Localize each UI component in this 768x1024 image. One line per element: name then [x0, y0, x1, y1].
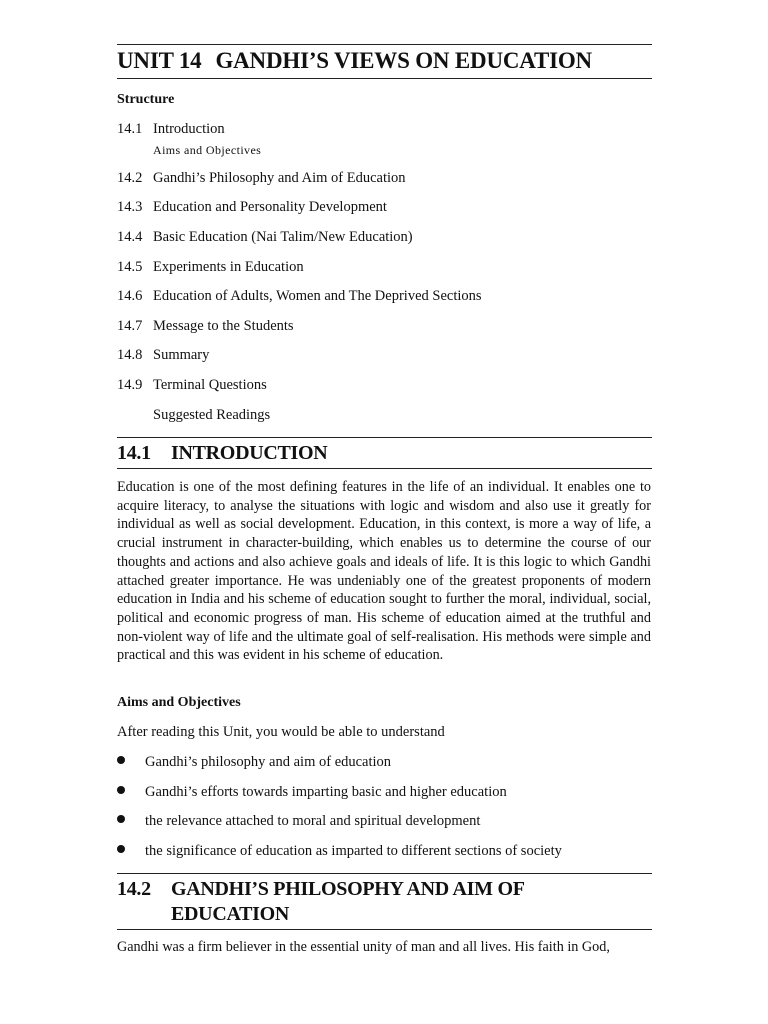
toc-number: 14.8: [117, 347, 143, 363]
toc-item: [117, 407, 270, 424]
section-heading-introduction: [117, 441, 327, 466]
toc-item: [117, 121, 225, 138]
section-rule: [117, 873, 652, 874]
toc-item: [117, 288, 482, 305]
toc-item: [117, 347, 209, 364]
bullet-icon: [117, 815, 125, 823]
toc-label: Message to the Students: [153, 318, 294, 334]
toc-item: [117, 199, 387, 216]
toc-number: 14.3: [117, 199, 143, 215]
toc-number: 14.2: [117, 170, 143, 186]
philosophy-paragraph: Gandhi was a firm believer in the essential unity of man and all lives. His faith in God,: [117, 939, 610, 955]
unit-number: UNIT 14: [117, 48, 202, 73]
section-title-continued: EDUCATION: [171, 903, 290, 925]
section-title: INTRODUCTION: [171, 442, 328, 464]
list-item: [117, 813, 480, 830]
bullet-icon: [117, 756, 125, 764]
introduction-paragraph: Education is one of the most defining features in the life of an individual. It enables one to acquire literacy, to analyse the situations with logic and wisdom and also use it greatly for individual as well as social development. Education, in this context, is more a way of life, a crucial instrument in character-building, which enables us to determine the course of our thoughts and actions and also achieve goals and ideals of life. It is this logic to which Gandhi attached greater importance. He was undeniably one of the greatest proponents of modern education in India and his scheme of education sought to further the moral, individual, social, political and economic progress of man. His scheme of education aimed at the truthful and non-violent way of life and the ultimate goal of self-realisation. His methods were simple and practical and this was evident in his scheme of education.: [117, 479, 651, 664]
list-item: [117, 754, 391, 771]
toc-number: 14.7: [117, 318, 143, 334]
toc-item: [117, 259, 304, 276]
toc-label: Terminal Questions: [153, 377, 267, 393]
toc-subitem: Aims and Objectives: [153, 143, 262, 157]
toc-label: Education and Personality Development: [153, 199, 387, 215]
toc-number: 14.5: [117, 259, 143, 275]
unit-title: [117, 48, 592, 74]
toc-number: 14.6: [117, 288, 143, 304]
list-item: [117, 784, 507, 801]
toc-number: 14.9: [117, 377, 143, 393]
list-item: [117, 843, 562, 860]
list-item-text: the significance of education as imparted to different sections of society: [145, 843, 562, 859]
list-item-text: Gandhi’s philosophy and aim of education: [145, 754, 392, 770]
toc-label: Suggested Readings: [153, 407, 271, 423]
toc-label: Basic Education (Nai Talim/New Education): [153, 229, 413, 245]
section-heading-philosophy: [117, 877, 525, 927]
section-number: 14.2: [117, 878, 151, 900]
toc-label: Summary: [153, 347, 210, 363]
toc-item: [117, 229, 413, 246]
section-number: 14.1: [117, 442, 151, 464]
list-item-text: Gandhi’s efforts towards imparting basic and higher education: [145, 784, 507, 800]
section-rule: [117, 468, 652, 469]
toc-number: 14.1: [117, 121, 143, 137]
toc-label: Introduction: [153, 121, 225, 137]
toc-label: Experiments in Education: [153, 259, 304, 275]
aims-lead: After reading this Unit, you would be able to understand: [117, 724, 445, 740]
bullet-icon: [117, 845, 125, 853]
top-rule: [117, 44, 652, 45]
toc-label: Education of Adults, Women and The Deprived Sections: [153, 288, 482, 304]
toc-item: [117, 170, 406, 187]
toc-item: [117, 318, 294, 335]
structure-heading: Structure: [117, 92, 175, 107]
bullet-icon: [117, 786, 125, 794]
list-item-text: the relevance attached to moral and spiritual development: [145, 813, 481, 829]
section-rule: [117, 929, 652, 930]
aims-heading: Aims and Objectives: [117, 695, 241, 710]
toc-number: 14.4: [117, 229, 143, 245]
toc-item: [117, 377, 267, 394]
section-rule: [117, 437, 652, 438]
section-title: GANDHI’S PHILOSOPHY AND AIM OF: [171, 878, 525, 900]
toc-label: Gandhi’s Philosophy and Aim of Education: [153, 170, 406, 186]
unit-title-rule: [117, 78, 652, 79]
unit-title-text: GANDHI’S VIEWS ON EDUCATION: [215, 48, 592, 73]
